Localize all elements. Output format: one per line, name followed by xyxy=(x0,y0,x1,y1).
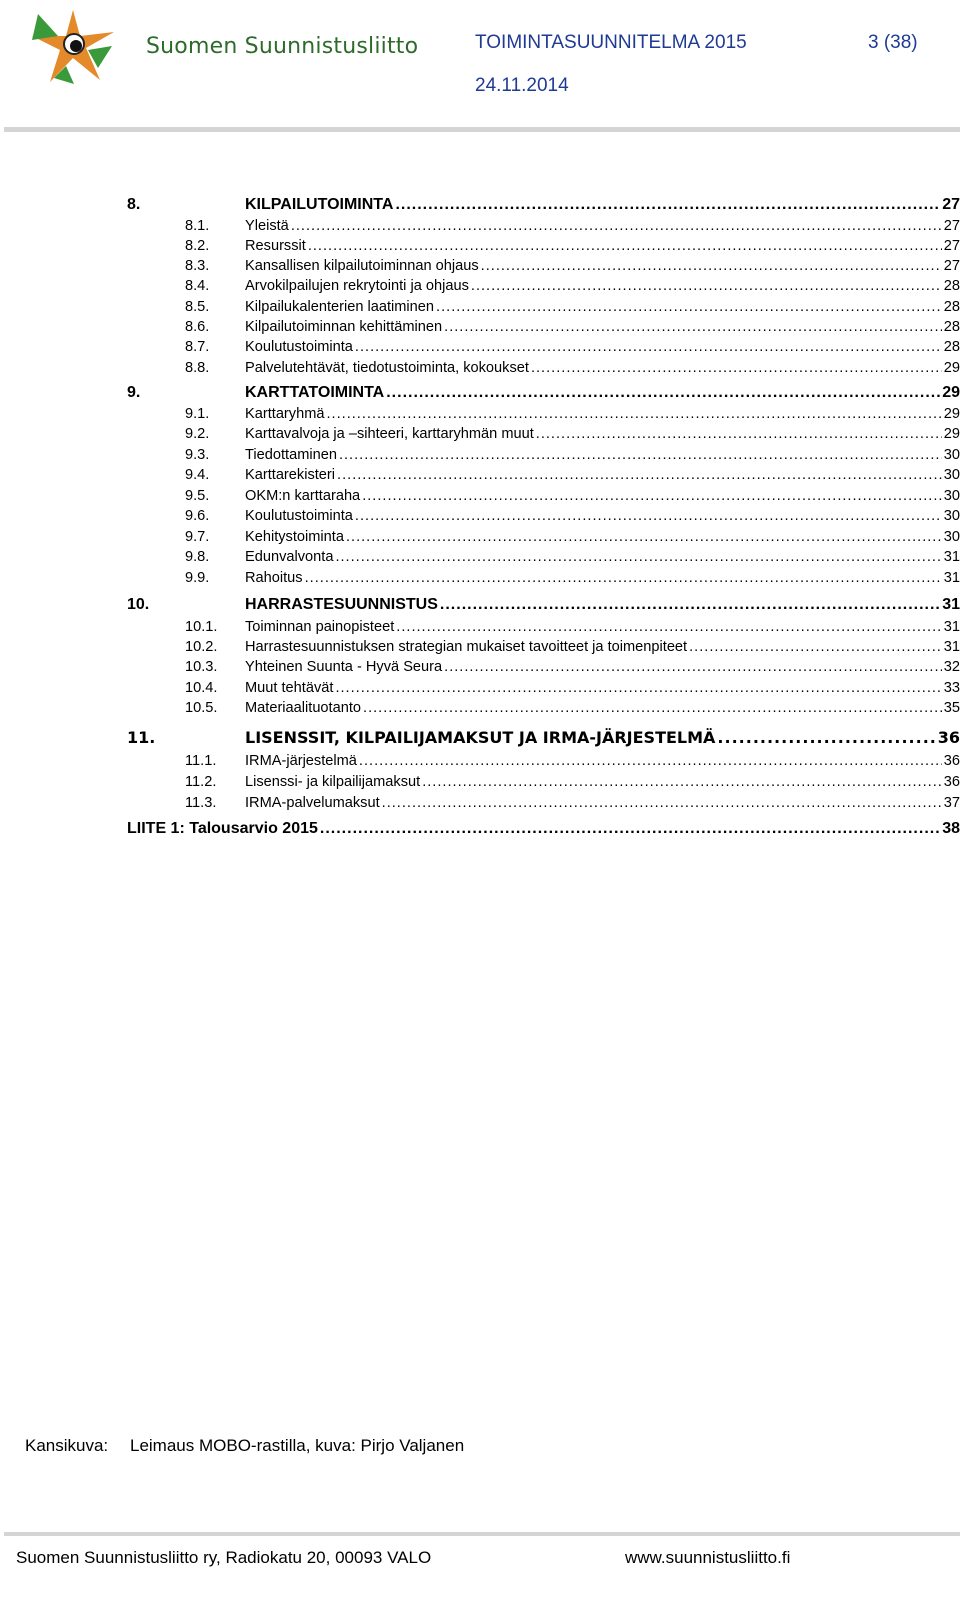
document-date: 24.11.2014 xyxy=(475,75,569,96)
toc-entry-title: Kilpailutoiminnan kehittäminen xyxy=(245,319,443,335)
toc-leader-dots xyxy=(355,339,942,355)
toc-entry-title: Yhteinen Suunta - Hyvä Seura xyxy=(245,659,443,675)
toc-leader-dots xyxy=(386,384,940,402)
footer-divider xyxy=(4,1532,960,1536)
toc-entry-title: Arvokilpailujen rekrytointi ja ohjaus xyxy=(245,278,469,294)
orienteering-star-logo-icon xyxy=(28,6,118,86)
toc-entry-page: 28 xyxy=(943,299,960,315)
caption-text: Leimaus MOBO-rastilla, kuva: Pirjo Valjanen xyxy=(130,1436,465,1455)
toc-leader-dots xyxy=(689,639,942,655)
toc-entry-page: 29 xyxy=(943,406,960,422)
toc-entry-page: 30 xyxy=(943,529,960,545)
toc-entry-page: 36 xyxy=(937,728,960,747)
toc-leader-dots xyxy=(396,619,941,635)
toc-entry-title: Tiedottaminen xyxy=(245,447,337,463)
toc-entry-page: 31 xyxy=(943,639,960,655)
toc-entry-page: 30 xyxy=(943,447,960,463)
footer-website-link[interactable]: www.suunnistusliitto.fi xyxy=(625,1548,791,1567)
toc-entry-title: KILPAILUTOIMINTA xyxy=(245,196,394,213)
toc-entry-title: Yleistä xyxy=(245,218,289,234)
toc-leader-dots xyxy=(717,728,935,747)
toc-entry-number: 8.4. xyxy=(185,278,210,294)
toc-entry-page: 27 xyxy=(943,258,960,274)
toc-entry[interactable] xyxy=(127,360,960,376)
toc-entry-title: IRMA-järjestelmä xyxy=(245,753,357,769)
toc-leader-dots xyxy=(326,406,941,422)
toc-leader-dots xyxy=(337,467,942,483)
toc-entry-title: Harrastesuunnistuksen strategian mukaiset tavoitteet ja toimenpiteet xyxy=(245,639,688,655)
toc-entry[interactable] xyxy=(127,680,960,696)
toc-entry[interactable] xyxy=(127,406,960,422)
toc-entry[interactable] xyxy=(127,753,960,769)
toc-entry-page: 30 xyxy=(943,467,960,483)
toc-entry-title: Karttaryhmä xyxy=(245,406,325,422)
toc-entry-title: KARTTATOIMINTA xyxy=(245,384,385,401)
toc-leader-dots xyxy=(531,360,942,376)
toc-entry-title: Kilpailukalenterien laatiminen xyxy=(245,299,435,315)
toc-entry[interactable] xyxy=(127,447,960,463)
toc-leader-dots xyxy=(305,570,942,586)
page-header xyxy=(0,0,960,130)
toc-entry-page: 29 xyxy=(943,426,960,442)
toc-entry-title: LIITE 1: Talousarvio 2015 xyxy=(127,820,318,837)
toc-entry[interactable] xyxy=(127,426,960,442)
toc-entry-number: 11. xyxy=(127,728,156,747)
toc-entry[interactable] xyxy=(127,549,960,565)
toc-entry[interactable] xyxy=(127,529,960,545)
toc-entry-title: Muut tehtävät xyxy=(245,680,334,696)
toc-entry[interactable] xyxy=(127,619,960,635)
toc-leader-dots xyxy=(363,700,942,716)
toc-leader-dots xyxy=(362,488,942,504)
toc-leader-dots xyxy=(536,426,942,442)
toc-entry-number: 10.1. xyxy=(185,619,218,635)
toc-entry-number: 9.1. xyxy=(185,406,210,422)
toc-leader-dots xyxy=(481,258,942,274)
toc-leader-dots xyxy=(308,238,942,254)
toc-entry-number: 9.6. xyxy=(185,508,210,524)
toc-entry-number: 10.2. xyxy=(185,639,218,655)
toc-entry-number: 10. xyxy=(127,596,150,613)
toc-entry[interactable] xyxy=(127,384,960,402)
toc-entry-title: HARRASTESUUNNISTUS xyxy=(245,596,438,613)
toc-leader-dots xyxy=(320,820,940,838)
toc-entry[interactable] xyxy=(127,218,960,234)
footer-address: Suomen Suunnistusliitto ry, Radiokatu 20, 00093 VALO xyxy=(16,1548,432,1567)
toc-entry-title: IRMA-palvelumaksut xyxy=(245,795,380,811)
toc-entry-title: Koulutustoiminta xyxy=(245,508,353,524)
toc-entry-number: 8.5. xyxy=(185,299,210,315)
toc-entry-page: 27 xyxy=(943,238,960,254)
toc-entry-page: 28 xyxy=(943,339,960,355)
toc-entry-page: 31 xyxy=(942,596,960,613)
toc-entry-page: 28 xyxy=(943,319,960,335)
toc-entry[interactable] xyxy=(127,795,960,811)
toc-entry-page: 29 xyxy=(942,384,960,401)
toc-entry-page: 36 xyxy=(943,774,960,790)
document-title: TOIMINTASUUNNITELMA 2015 xyxy=(475,32,747,53)
toc-entry[interactable] xyxy=(127,659,960,675)
toc-entry[interactable] xyxy=(127,728,960,747)
toc-entry-title: Karttavalvoja ja –sihteeri, karttaryhmän muut xyxy=(245,426,534,442)
toc-entry-title: LISENSSIT, KILPAILIJAMAKSUT JA IRMA-JÄRJESTELMÄ xyxy=(245,728,716,747)
header-divider xyxy=(4,127,960,132)
toc-leader-dots xyxy=(471,278,942,294)
toc-entry-page: 32 xyxy=(943,659,960,675)
toc-leader-dots xyxy=(339,447,942,463)
toc-entry[interactable] xyxy=(127,278,960,294)
toc-entry-title: Edunvalvonta xyxy=(245,549,334,565)
toc-entry-number: 8.2. xyxy=(185,238,210,254)
toc-entry-page: 31 xyxy=(943,619,960,635)
toc-entry-number: 11.3. xyxy=(185,795,217,811)
toc-leader-dots xyxy=(440,596,940,614)
toc-entry-title: OKM:n karttaraha xyxy=(245,488,361,504)
toc-entry-page: 28 xyxy=(943,278,960,294)
toc-entry-title: Lisenssi- ja kilpailijamaksut xyxy=(245,774,421,790)
toc-entry-page: 27 xyxy=(942,196,960,213)
toc-entry-page: 30 xyxy=(943,488,960,504)
toc-entry[interactable] xyxy=(127,258,960,274)
toc-entry-title: Karttarekisteri xyxy=(245,467,336,483)
toc-entry-number: 9.2. xyxy=(185,426,210,442)
toc-entry[interactable] xyxy=(127,774,960,790)
toc-entry[interactable] xyxy=(127,299,960,315)
toc-entry-title: Koulutustoiminta xyxy=(245,339,353,355)
toc-entry-title: Palvelutehtävät, tiedotustoiminta, kokoukset xyxy=(245,360,529,376)
toc-entry-title: Toiminnan painopisteet xyxy=(245,619,395,635)
toc-entry-number: 9. xyxy=(127,384,141,401)
toc-leader-dots xyxy=(291,218,942,234)
toc-entry-number: 11.1. xyxy=(185,753,217,769)
toc-leader-dots xyxy=(382,795,942,811)
toc-entry-title: Kehitystoiminta xyxy=(245,529,344,545)
toc-entry-number: 10.5. xyxy=(185,700,218,716)
toc-entry[interactable] xyxy=(127,488,960,504)
logo-text: Suomen Suunnistusliitto xyxy=(146,34,419,59)
toc-entry-number: 9.3. xyxy=(185,447,210,463)
toc-entry-number: 9.8. xyxy=(185,549,210,565)
toc-entry[interactable] xyxy=(127,319,960,335)
toc-entry-number: 8. xyxy=(127,196,141,213)
toc-entry-page: 36 xyxy=(943,753,960,769)
toc-entry-page: 27 xyxy=(943,218,960,234)
toc-entry-title: Materiaalituotanto xyxy=(245,700,362,716)
toc-entry-page: 31 xyxy=(943,570,960,586)
toc-leader-dots xyxy=(359,753,942,769)
toc-entry-page: 37 xyxy=(943,795,960,811)
cover-image-caption xyxy=(25,1436,464,1456)
toc-entry-number: 9.9. xyxy=(185,570,210,586)
toc-entry-page: 35 xyxy=(943,700,960,716)
toc-leader-dots xyxy=(355,508,942,524)
toc-entry[interactable] xyxy=(127,467,960,483)
toc-entry-number: 8.8. xyxy=(185,360,210,376)
toc-leader-dots xyxy=(335,680,941,696)
toc-entry-number: 10.4. xyxy=(185,680,218,696)
toc-leader-dots xyxy=(335,549,941,565)
toc-entry-page: 33 xyxy=(943,680,960,696)
toc-entry-page: 31 xyxy=(943,549,960,565)
toc-entry[interactable] xyxy=(127,700,960,716)
toc-entry-number: 8.6. xyxy=(185,319,210,335)
toc-leader-dots xyxy=(346,529,942,545)
toc-leader-dots xyxy=(436,299,942,315)
toc-entry-page: 30 xyxy=(943,508,960,524)
toc-entry-page: 38 xyxy=(942,820,960,837)
toc-entry[interactable] xyxy=(127,339,960,355)
toc-entry[interactable] xyxy=(127,238,960,254)
toc-leader-dots xyxy=(422,774,942,790)
toc-entry-page: 29 xyxy=(943,360,960,376)
toc-entry-number: 10.3. xyxy=(185,659,218,675)
page-indicator: 3 (38) xyxy=(868,32,918,53)
toc-entry[interactable] xyxy=(127,570,960,586)
caption-label: Kansikuva: xyxy=(25,1436,109,1455)
toc-entry-number: 8.7. xyxy=(185,339,210,355)
toc-leader-dots xyxy=(444,319,942,335)
toc-entry-title: Kansallisen kilpailutoiminnan ohjaus xyxy=(245,258,479,274)
toc-entry-number: 11.2. xyxy=(185,774,217,790)
toc-entry-title: Rahoitus xyxy=(245,570,303,586)
toc-entry[interactable] xyxy=(127,820,960,838)
toc-leader-dots xyxy=(395,196,940,214)
toc-entry-number: 9.4. xyxy=(185,467,210,483)
toc-entry[interactable] xyxy=(127,596,960,614)
toc-entry-title: Resurssit xyxy=(245,238,306,254)
toc-leader-dots xyxy=(444,659,942,675)
toc-entry[interactable] xyxy=(127,196,960,214)
toc-entry[interactable] xyxy=(127,508,960,524)
toc-entry-number: 8.3. xyxy=(185,258,210,274)
toc-entry-number: 9.5. xyxy=(185,488,210,504)
toc-entry-number: 8.1. xyxy=(185,218,210,234)
toc-entry-number: 9.7. xyxy=(185,529,210,545)
toc-entry[interactable] xyxy=(127,639,960,655)
